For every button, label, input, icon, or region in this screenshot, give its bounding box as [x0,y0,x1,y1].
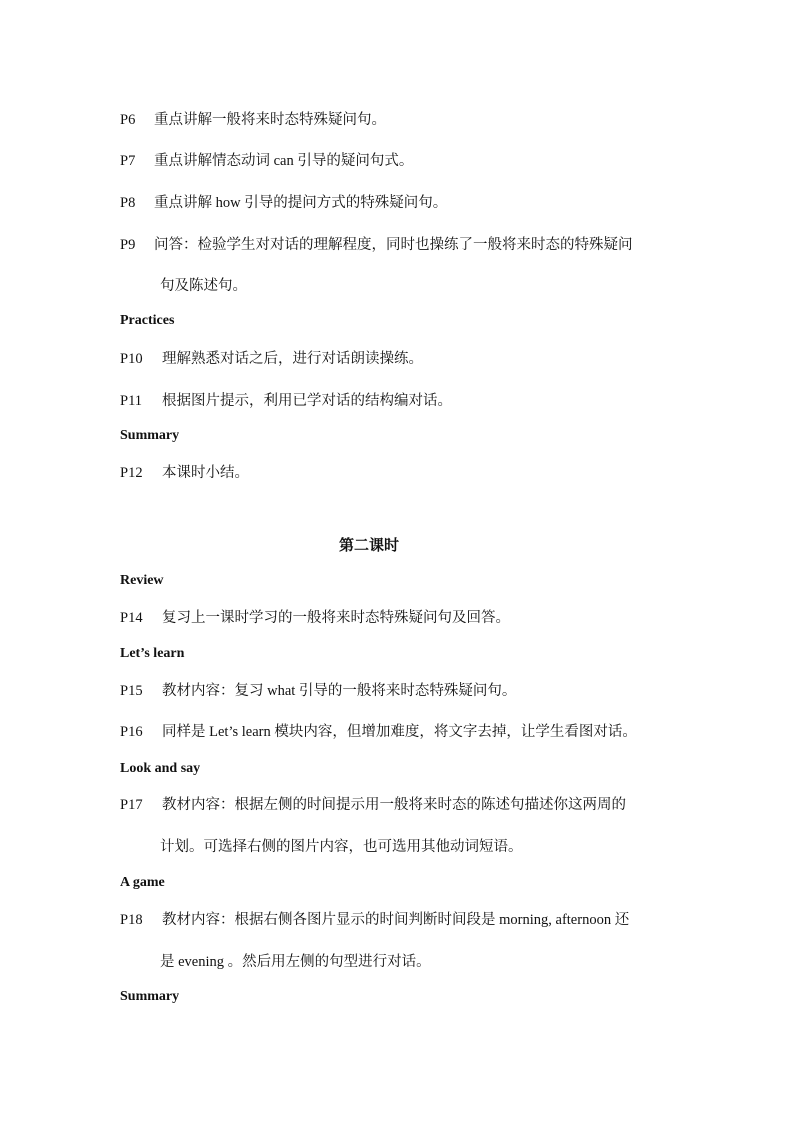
line-code: P14 [120,610,143,626]
line-text: 重点讲解 how 引导的提问方式的特殊疑问句。 [154,195,448,211]
line-text: 教材内容：根据左侧的时间提示用一般将来时态的陈述句描述你这两周的 [162,797,626,813]
line-p15 [120,681,516,701]
line-p16 [120,722,637,742]
line-p10 [120,349,423,369]
line-p17 [120,795,626,815]
heading-a-game: A game [120,875,165,890]
line-p8 [120,193,447,213]
line-text: 教材内容：根据右侧各图片显示的时间判断时间段是 morning, afternoon 还 [162,912,630,928]
line-code: P6 [120,112,136,128]
line-text: 教材内容：复习 what 引导的一般将来时态特殊疑问句。 [162,683,517,699]
line-code: P11 [120,393,143,409]
line-code: P16 [120,724,143,740]
line-text: 复习上一课时学习的一般将来时态特殊疑问句及回答。 [162,610,510,626]
line-text: 理解熟悉对话之后，进行对话朗读操练。 [162,351,423,367]
line-code: P15 [120,683,143,699]
heading-look-and-say: Look and say [120,761,201,776]
heading-summary-2: Summary [120,989,180,1004]
line-code: P7 [120,153,136,169]
line-p18 [120,910,629,930]
line-p7 [120,151,413,171]
line-p9-continuation: 句及陈述句。 [160,278,247,294]
line-p6 [120,110,386,130]
line-text: 问答：检验学生对对话的理解程度，同时也操练了一般将来时态的特殊疑问 [154,237,633,253]
line-code: P17 [120,797,143,813]
line-code: P12 [120,465,143,481]
heading-lets-learn: Let’s learn [120,646,185,661]
line-p17-continuation: 计划。可选择右侧的图片内容，也可选用其他动词短语。 [160,839,523,855]
line-code: P9 [120,237,136,253]
line-p14 [120,608,510,628]
line-p9 [120,235,633,255]
line-text: 同样是 Let’s learn 模块内容，但增加难度，将文字去掉，让学生看图对话。 [162,724,637,740]
section-title: 第二课时 [338,538,399,554]
line-text: 根据图片提示，利用已学对话的结构编对话。 [162,393,452,409]
line-code: P10 [120,351,143,367]
heading-practices: Practices [120,313,175,328]
heading-summary: Summary [120,428,180,443]
line-p11 [120,391,452,411]
line-code: P18 [120,912,143,928]
heading-review: Review [120,573,164,588]
line-p12 [120,463,249,483]
line-text: 重点讲解情态动词 can 引导的疑问句式。 [154,153,414,169]
line-text: 本课时小结。 [162,465,249,481]
line-text: 重点讲解一般将来时态特殊疑问句。 [154,112,386,128]
line-code: P8 [120,195,136,211]
line-p18-continuation: 是 evening 。然后用左侧的句型进行对话。 [160,954,431,970]
